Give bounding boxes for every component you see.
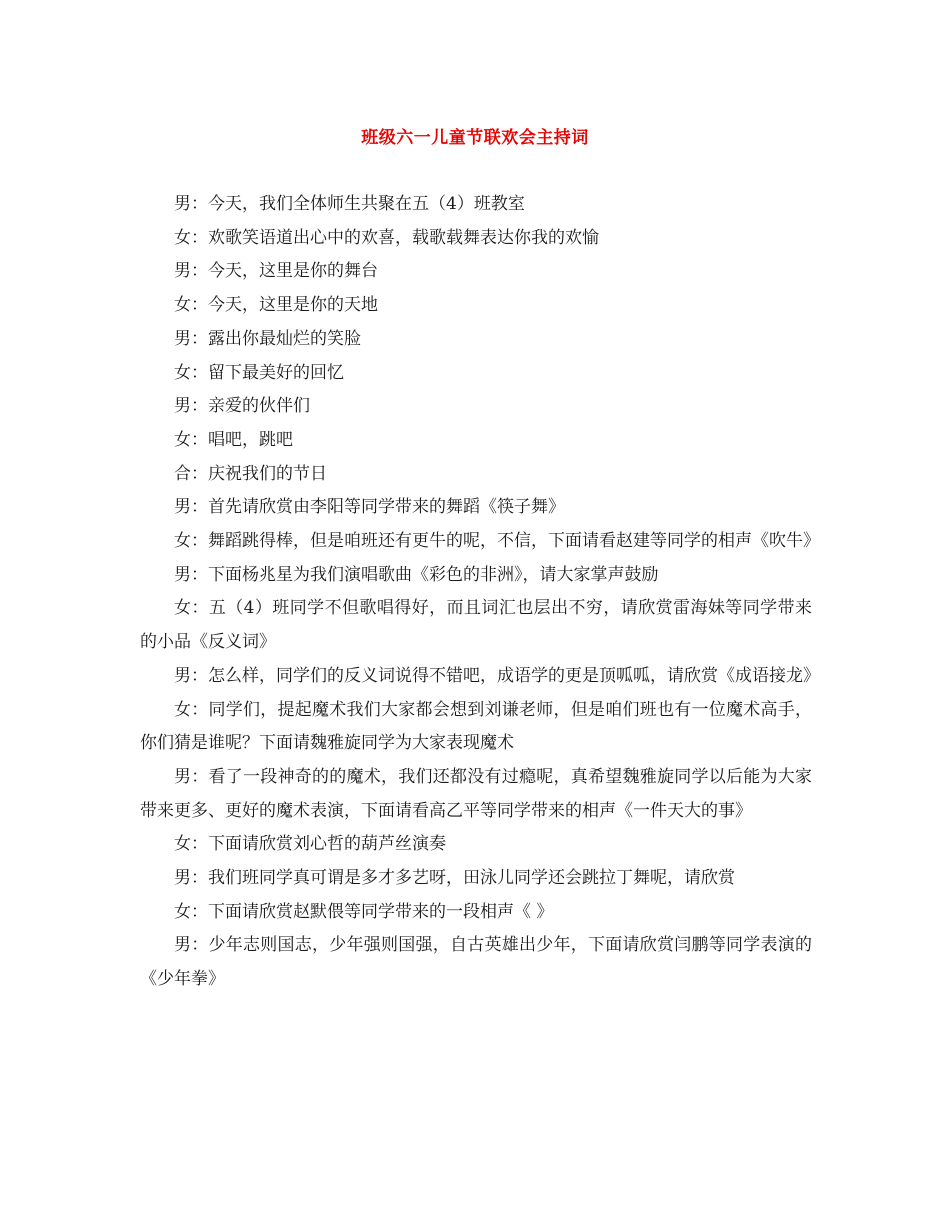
dialogue-line: 男：我们班同学真可谓是多才多艺呀，田泳儿同学还会跳拉丁舞呢，请欣赏 <box>174 868 735 889</box>
dialogue-line: 男：亲爱的伙伴们 <box>174 396 310 417</box>
dialogue-line: 女：欢歌笑语道出心中的欢喜，载歌载舞表达你我的欢愉 <box>174 227 599 248</box>
dialogue-line: 女：今天，这里是你的天地 <box>174 295 378 316</box>
dialogue-line: 男：少年志则国志，少年强则国强，自古英雄出少年，下面请欣赏闫鹏等同学表演的《少年拳》 <box>140 935 812 990</box>
dialogue-line: 男：下面杨兆星为我们演唱歌曲《彩色的非洲》，请大家掌声鼓励 <box>174 564 659 585</box>
dialogue-line: 男：今天，我们全体师生共聚在五（4）班教室 <box>174 194 525 214</box>
document-body <box>140 188 820 997</box>
dialogue-line: 女：舞蹈跳得棒，但是咱班还有更牛的呢，不信，下面请看赵建等同学的相声《吹牛》 <box>174 531 820 552</box>
dialogue-line: 女：留下最美好的回忆 <box>174 362 344 383</box>
dialogue-line: 女：下面请欣赏赵默偎等同学带来的一段相声《 》 <box>174 901 554 922</box>
dialogue-line: 男：看了一段神奇的的魔术，我们还都没有过瘾呢，真希望魏雅旋同学以后能为大家带来更多、更好的魔术表演，下面请看高乙平等同学带来的相声《一件天大的事》 <box>140 766 812 821</box>
dialogue-line: 男：怎么样，同学们的反义词说得不错吧，成语学的更是顶呱呱，请欣赏《成语接龙》 <box>174 665 820 686</box>
dialogue-line: 女：五（4）班同学不但歌唱得好，而且词汇也层出不穷，请欣赏雷海妹等同学带来的小品《反义词》 <box>140 598 812 653</box>
dialogue-line: 合：庆祝我们的节日 <box>174 463 327 484</box>
dialogue-line: 男：露出你最灿烂的笑脸 <box>174 328 361 349</box>
document-title: 班级六一儿童节联欢会主持词 <box>361 128 589 148</box>
dialogue-line: 男：今天，这里是你的舞台 <box>174 261 378 282</box>
dialogue-line: 女：下面请欣赏刘心哲的葫芦丝演奏 <box>174 834 446 855</box>
dialogue-line: 男：首先请欣赏由李阳等同学带来的舞蹈《筷子舞》 <box>174 497 565 518</box>
dialogue-line: 女：同学们，提起魔术我们大家都会想到刘谦老师，但是咱们班也有一位魔术高手，你们猜是谁呢？下面请魏雅旋同学为大家表现魔术 <box>140 699 812 754</box>
dialogue-line: 女：唱吧，跳吧 <box>174 429 293 450</box>
